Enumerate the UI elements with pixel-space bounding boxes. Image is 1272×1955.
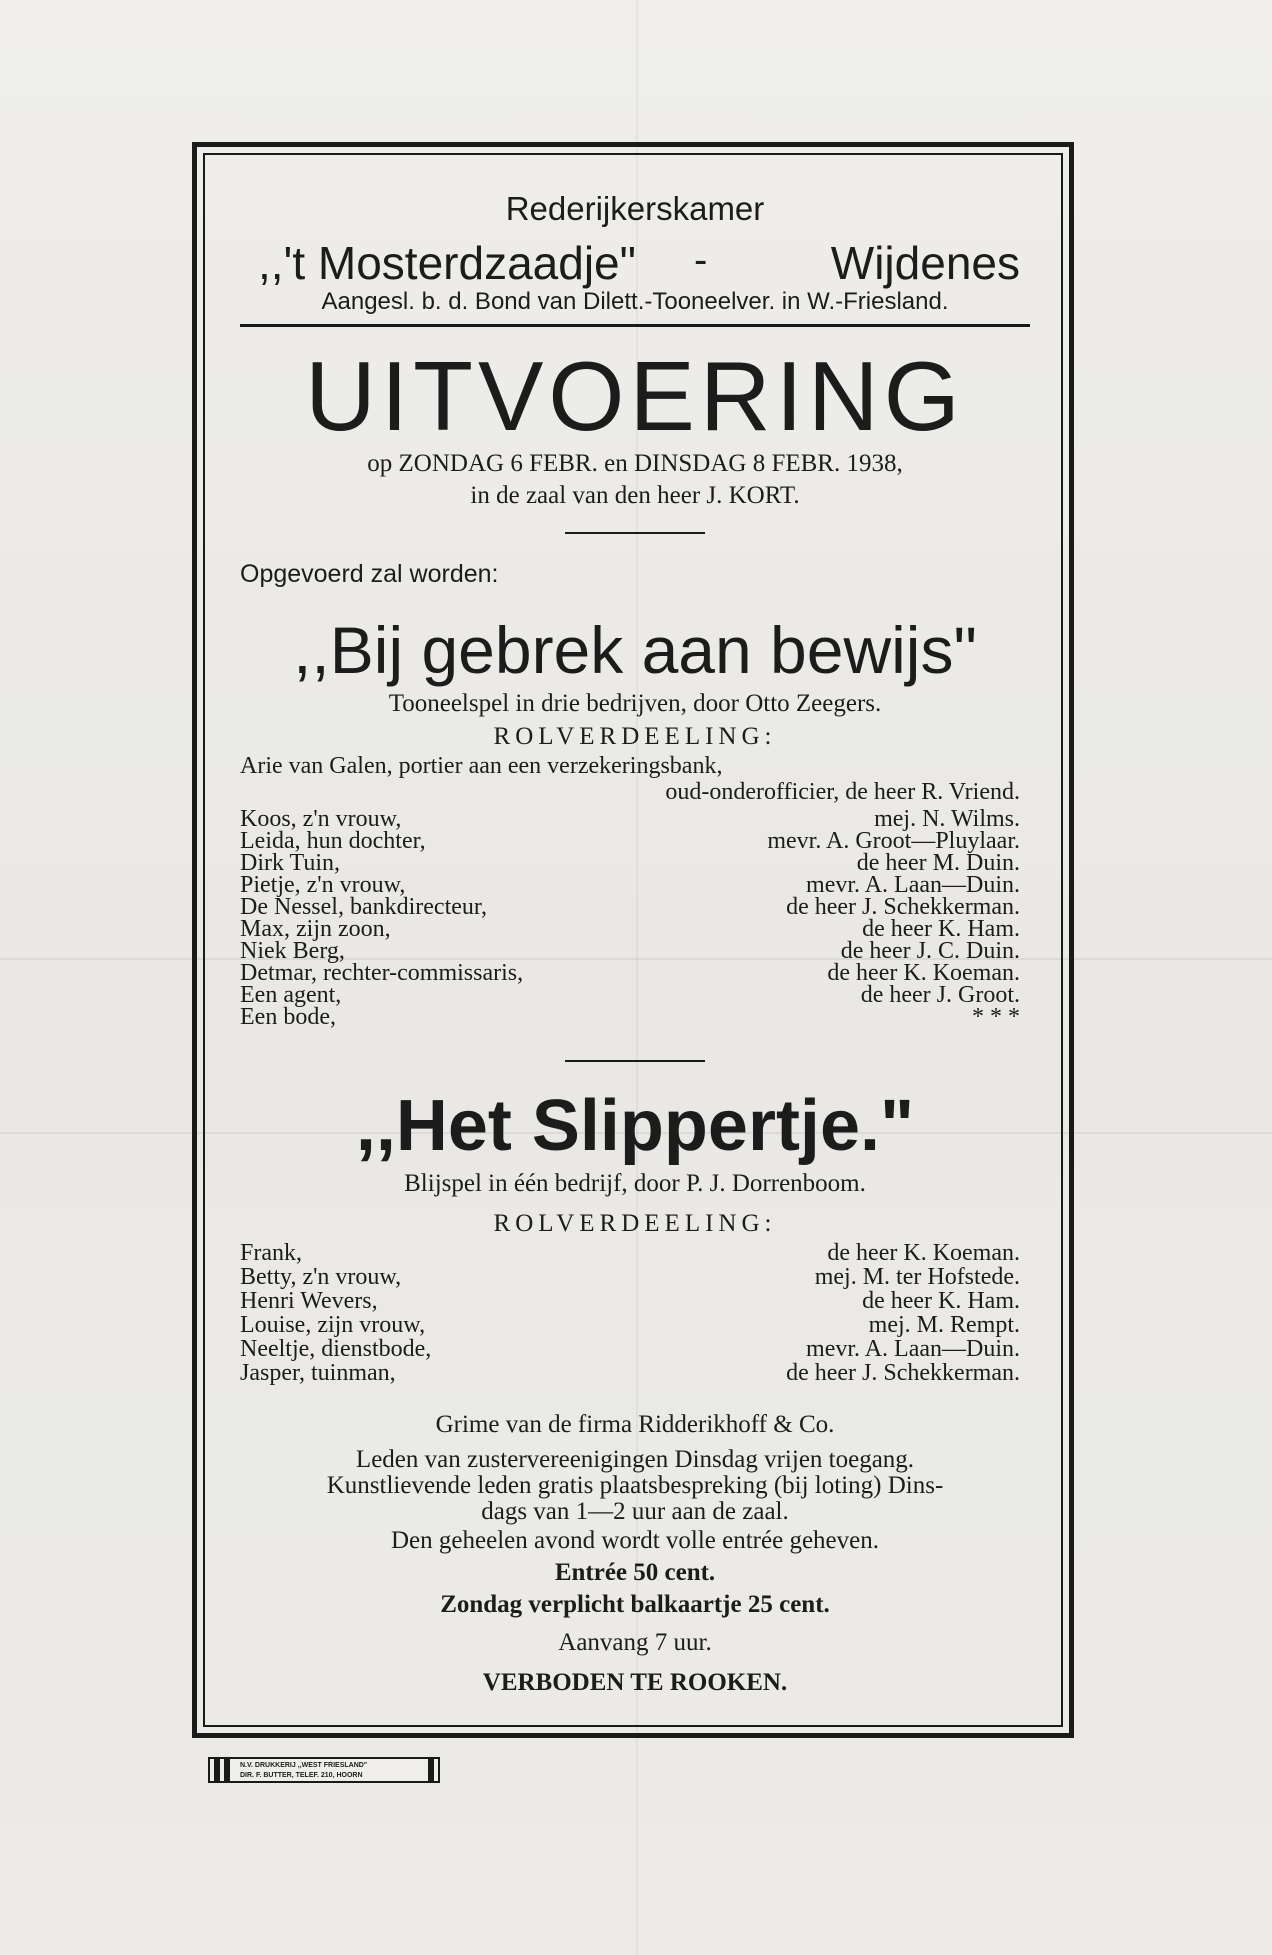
- cast-role: Een agent,: [240, 982, 342, 1008]
- entrance-info: Den geheelen avond wordt volle entrée geheven.: [391, 1527, 879, 1554]
- cast-actor: mevr. A. Laan—Duin.: [806, 1336, 1020, 1362]
- cast-actor: de heer J. Groot.: [860, 982, 1020, 1008]
- cast-actor: de heer J. Schekkerman.: [786, 894, 1020, 920]
- play1-subtitle: Tooneelspel in drie bedrijven, door Otto Zeegers.: [388, 690, 882, 717]
- event-title: UITVOERING: [305, 341, 965, 451]
- cast-role: Jasper, tuinman,: [240, 1360, 396, 1386]
- event-dates: op ZONDAG 6 FEBR. en DINSDAG 8 FEBR. 1938,: [367, 450, 903, 477]
- cast-actor: mevr. A. Groot—Pluylaar.: [767, 828, 1020, 854]
- cast-role: Louise, zijn vrouw,: [240, 1312, 426, 1338]
- imprint-line2: DIR. F. BUTTER, TELEF. 210, HOORN: [240, 1772, 363, 1779]
- cast-actor: de heer M. Duin.: [856, 850, 1020, 876]
- members-note: Leden van zustervereenigingen Dinsdag vrijen toegang.: [355, 1446, 915, 1473]
- play1-cast-heading: ROLVERDEELING:: [493, 723, 777, 750]
- play2-title: ,,Het Slippertje.": [355, 1086, 915, 1166]
- start-time: Aanvang 7 uur.: [558, 1629, 712, 1656]
- cast-actor: * * *: [972, 1004, 1020, 1030]
- cast-role: Koos, z'n vrouw,: [240, 806, 402, 832]
- play1-first-role-actor: oud-onderofficier, de heer R. Vriend.: [665, 779, 1020, 805]
- cast-actor: mevr. A. Laan—Duin.: [806, 872, 1020, 898]
- play2-subtitle: Blijspel in één bedrijf, door P. J. Dorrenboom.: [404, 1170, 866, 1197]
- separator: [565, 532, 705, 534]
- cast-actor: mej. N. Wilms.: [874, 806, 1020, 832]
- cast-actor: de heer K. Ham.: [862, 1288, 1020, 1314]
- cast-actor: de heer J. C. Duin.: [840, 938, 1020, 964]
- play1-first-role: Arie van Galen, portier aan een verzekeringsbank,: [240, 753, 723, 779]
- cast-role: Betty, z'n vrouw,: [240, 1264, 402, 1290]
- event-venue: in de zaal van den heer J. KORT.: [470, 482, 800, 509]
- header-rule: [240, 324, 1030, 327]
- imprint-line1: N.V. DRUKKERIJ ,,WEST FRIESLAND": [240, 1762, 368, 1769]
- imprint-bar: [428, 1759, 434, 1781]
- cast-actor: mej. M. Rempt.: [868, 1312, 1020, 1338]
- header-dash: -: [694, 238, 708, 282]
- printer-imprint: [208, 1757, 440, 1783]
- cast-role: Niek Berg,: [240, 938, 345, 964]
- booking-note: Kunstlievende leden gratis plaatsbespreking (bij loting) Dins-: [326, 1472, 944, 1499]
- entrance-price: Entrée 50 cent.: [554, 1559, 716, 1586]
- cast-role: De Nessel, bankdirecteur,: [240, 894, 487, 920]
- grime-note: Grime van de firma Ridderikhoff & Co.: [435, 1411, 835, 1438]
- society-label: Rederijkerskamer: [505, 190, 765, 227]
- society-name: ,,'t Mosterdzaadje": [258, 237, 636, 289]
- no-smoking: VERBODEN TE ROOKEN.: [482, 1669, 788, 1696]
- imprint-bar: [224, 1759, 230, 1781]
- cast-actor: de heer K. Koeman.: [827, 1240, 1020, 1266]
- booking-note-cont: dags van 1—2 uur aan de zaal.: [481, 1498, 789, 1525]
- cast-role: Detmar, rechter-commissaris,: [240, 960, 524, 986]
- cast-role: Max, zijn zoon,: [240, 916, 391, 942]
- cast-actor: mej. M. ter Hofstede.: [814, 1264, 1020, 1290]
- cast-role: Frank,: [240, 1240, 302, 1266]
- imprint-bar: [214, 1759, 220, 1781]
- balcony-ticket: Zondag verplicht balkaartje 25 cent.: [440, 1591, 830, 1618]
- affiliation: Aangesl. b. d. Bond van Dilett.-Tooneelver. in W.-Friesland.: [321, 288, 949, 315]
- cast-actor: de heer K. Koeman.: [827, 960, 1020, 986]
- cast-role: Leida, hun dochter,: [240, 828, 426, 854]
- intro-text: Opgevoerd zal worden:: [240, 560, 499, 588]
- cast-role: Een bode,: [240, 1004, 336, 1030]
- cast-role: Neeltje, dienstbode,: [240, 1336, 432, 1362]
- cast-role: Henri Wevers,: [240, 1288, 378, 1314]
- separator: [565, 1060, 705, 1062]
- cast-role: Dirk Tuin,: [240, 850, 341, 876]
- cast-actor: de heer K. Ham.: [862, 916, 1020, 942]
- play1-title: ,,Bij gebrek aan bewijs": [293, 613, 977, 687]
- cast-actor: de heer J. Schekkerman.: [786, 1360, 1020, 1386]
- society-place: Wijdenes: [830, 237, 1020, 289]
- cast-role: Pietje, z'n vrouw,: [240, 872, 406, 898]
- play2-cast-heading: ROLVERDEELING:: [493, 1210, 777, 1237]
